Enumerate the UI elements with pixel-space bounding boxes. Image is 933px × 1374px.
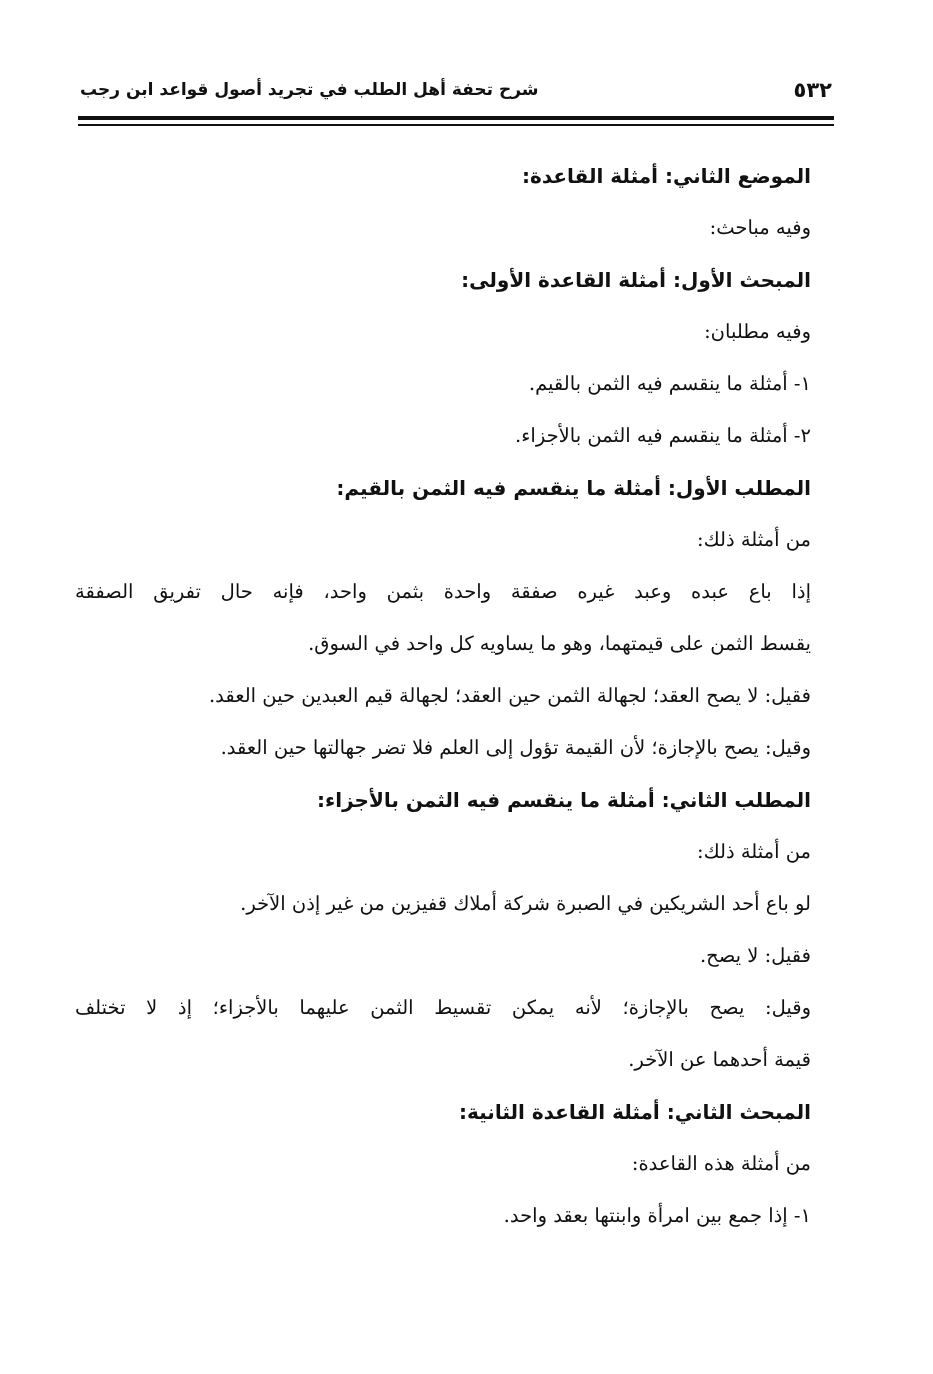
text-line: من أمثلة هذه القاعدة: <box>631 1152 811 1175</box>
paragraph-line: إذا باع عبده وعبد غيره صفقة واحدة بثمن واحد، فإنه حال تفريق الصفقة <box>75 580 811 603</box>
subsection-heading-second-topic: المطلب الثاني: أمثلة ما ينقسم فيه الثمن بالأجزاء: <box>317 788 811 812</box>
list-item: ٢- أمثلة ما ينقسم فيه الثمن بالأجزاء. <box>515 424 811 447</box>
section-heading-examples: الموضع الثاني: أمثلة القاعدة: <box>522 164 811 188</box>
text-line: وقيل: يصح بالإجازة؛ لأن القيمة تؤول إلى العلم فلا تضر جهالتها حين العقد. <box>220 736 811 759</box>
subsection-heading-first-topic: المطلب الأول: أمثلة ما ينقسم فيه الثمن بالقيم: <box>336 476 811 500</box>
header-rule-thin <box>78 124 834 126</box>
text-line: من أمثلة ذلك: <box>697 840 811 863</box>
text-line: فقيل: لا يصح. <box>699 944 811 967</box>
paragraph-line: قيمة أحدهما عن الآخر. <box>628 1048 811 1071</box>
text-line: فقيل: لا يصح العقد؛ لجهالة الثمن حين العقد؛ لجهالة قيم العبدين حين العقد. <box>208 684 811 707</box>
text-line: لو باع أحد الشريكين في الصبرة شركة أملاك قفيزين من غير إذن الآخر. <box>240 892 811 915</box>
subsection-heading-second-rule: المبحث الثاني: أمثلة القاعدة الثانية: <box>459 1100 811 1124</box>
paragraph-line: وقيل: يصح بالإجازة؛ لأنه يمكن تقسيط الثمن عليهما بالأجزاء؛ إذ لا تختلف <box>75 996 811 1019</box>
text-line: وفيه مباحث: <box>709 216 811 239</box>
body-text <box>75 150 811 1242</box>
page-number: ٥٣٢ <box>793 78 832 102</box>
list-item: ١- إذا جمع بين امرأة وابنتها بعقد واحد. <box>503 1204 811 1227</box>
subsection-heading-first-rule: المبحث الأول: أمثلة القاعدة الأولى: <box>461 268 811 292</box>
paragraph-line: يقسط الثمن على قيمتهما، وهو ما يساويه كل واحد في السوق. <box>308 632 811 655</box>
text-line: وفيه مطلبان: <box>704 320 811 343</box>
running-title: شرح تحفة أهل الطلب في تجريد أصول قواعد ابن رجب <box>80 80 539 100</box>
page-header <box>80 72 832 112</box>
header-rule-thick <box>78 116 834 120</box>
text-line: من أمثلة ذلك: <box>697 528 811 551</box>
list-item: ١- أمثلة ما ينقسم فيه الثمن بالقيم. <box>528 372 811 395</box>
